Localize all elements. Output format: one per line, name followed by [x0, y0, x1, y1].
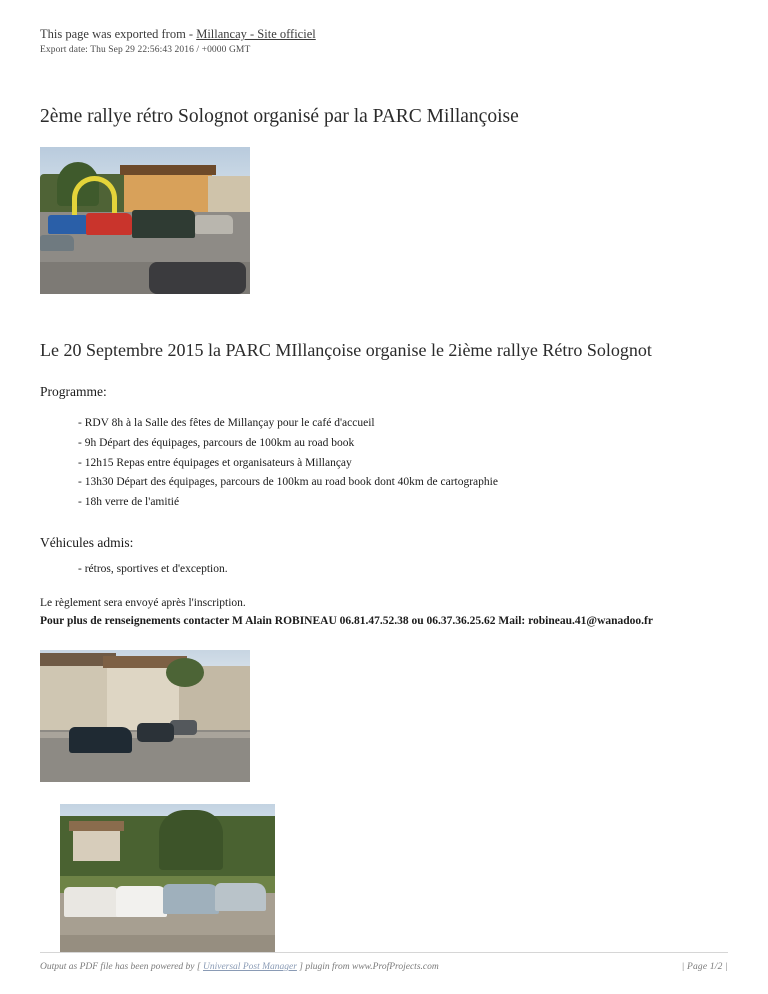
section-heading: Le 20 Septembre 2015 la PARC MIllançoise organise le 2ième rallye Rétro Solognot: [40, 340, 652, 361]
contact-block: [40, 595, 728, 631]
photo2-house-left: [40, 656, 111, 738]
list-item: - 13h30 Départ des équipages, parcours de 100km au road book dont 40km de cartographie: [78, 476, 498, 489]
photo1-car-foreground: [149, 262, 246, 294]
list-item: - 18h verre de l'amitié: [78, 496, 180, 509]
footer-credit: [40, 962, 439, 972]
photo1-car-red: [86, 213, 132, 235]
photo-village-street: [40, 650, 250, 782]
photo3-car-grey: [215, 883, 267, 911]
export-date: Export date: Thu Sep 29 22:56:43 2016 / +0000 GMT: [40, 44, 251, 55]
photo-cars-on-gravel: [60, 804, 275, 952]
photo1-roof: [120, 165, 217, 175]
export-prefix-text: This page was exported from -: [40, 27, 197, 41]
vehicles-text: - rétros, sportives et d'exception.: [78, 562, 228, 575]
site-link[interactable]: Millancay - Site officiel: [196, 27, 316, 41]
photo3-roof: [69, 821, 125, 831]
photo3-car-silver: [163, 884, 219, 914]
list-item: - 9h Départ des équipages, parcours de 100km au road book: [78, 436, 355, 449]
photo2-car-dark: [69, 727, 132, 753]
export-header: [40, 26, 728, 57]
vehicles-label: Véhicules admis:: [40, 534, 134, 550]
photo-cars-at-start-arch: [40, 147, 250, 294]
page-title: 2ème rallye rétro Solognot organisé par la PARC Millançoise: [40, 105, 519, 127]
photo1-car-dark-green: [132, 210, 195, 238]
list-item: - RDV 8h à la Salle des fêtes de Millançay pour le café d'accueil: [78, 417, 375, 430]
footer-text-before: Output as PDF file has been powered by [: [40, 962, 203, 972]
footer-text-after: ] plugin from www.ProfProjects.com: [296, 962, 439, 972]
photo3-foreground-shadow: [60, 935, 275, 953]
photo1-car-grey: [40, 235, 74, 251]
photo1-car-silver: [195, 215, 233, 234]
contact-line-1: Le règlement sera envoyé après l'inscription.: [40, 596, 246, 609]
photo1-car-blue: [48, 215, 90, 234]
programme-list: [40, 414, 728, 513]
photo2-car-far: [170, 720, 197, 735]
photo3-car-white-left: [64, 887, 120, 917]
photo3-car-white-right: [116, 886, 168, 917]
photo2-car-mid: [137, 723, 175, 741]
page-footer: [40, 952, 728, 972]
contact-line-2: Pour plus de renseignements contacter M Alain ROBINEAU 06.81.47.52.38 ou 06.37.36.25.62 Mail: robineau.41@wanadoo.fr: [40, 614, 653, 627]
photo1-start-arch: [72, 176, 118, 216]
programme-label: Programme:: [40, 384, 107, 400]
footer-page-number: | Page 1/2 |: [681, 962, 728, 972]
footer-plugin-link[interactable]: Universal Post Manager: [202, 962, 297, 972]
photo1-building-right: [208, 176, 250, 214]
list-item: - 12h15 Repas entre équipages et organisateurs à Millançay: [78, 456, 352, 469]
photo3-tree: [159, 810, 224, 869]
